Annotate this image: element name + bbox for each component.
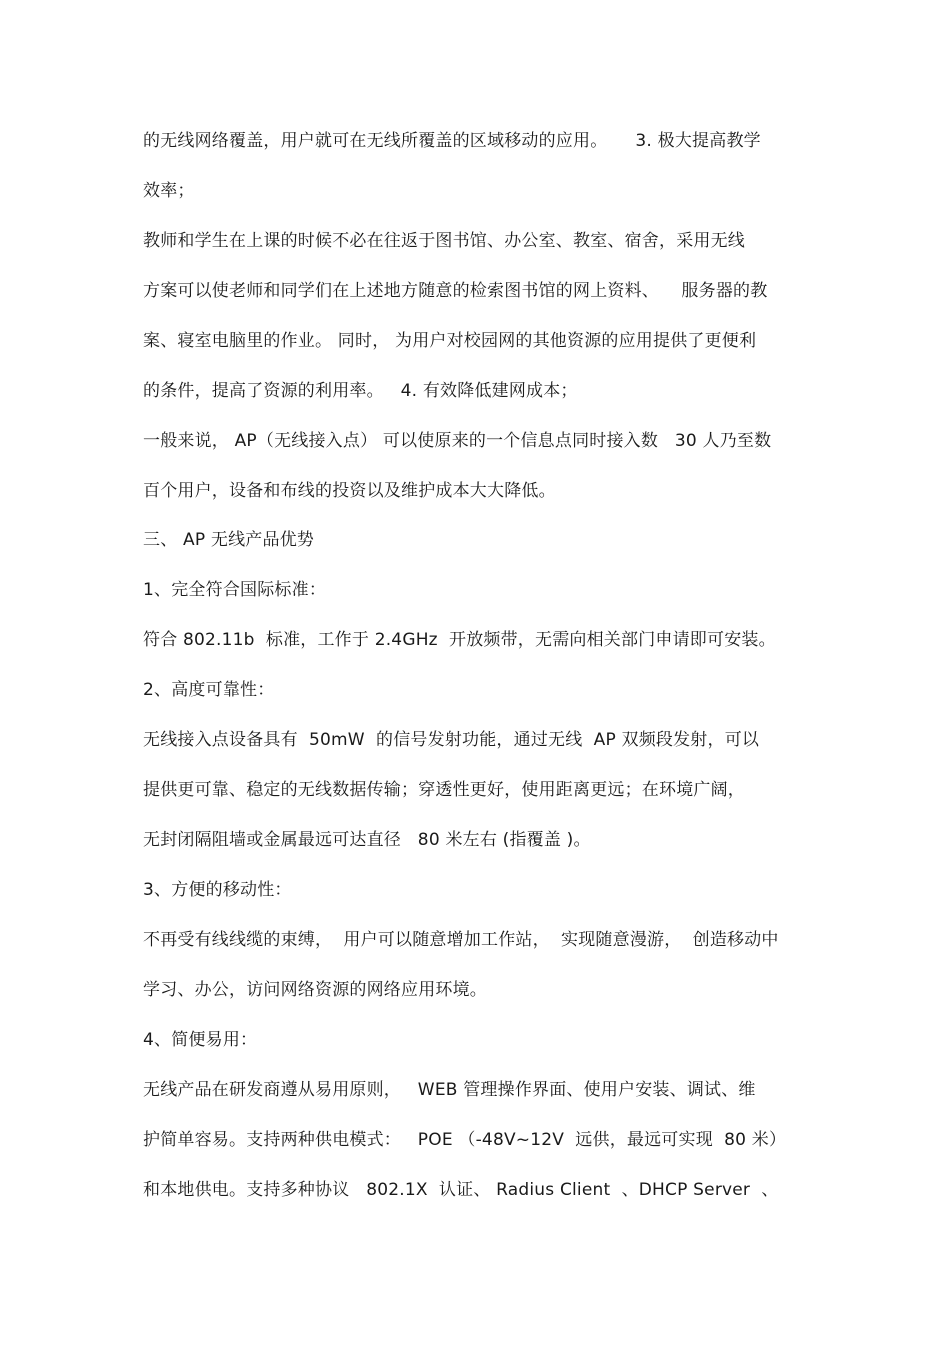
text-line: 提供更可靠、稳定的无线数据传输；穿透性更好，使用距离更远；在环境广阔，: [143, 780, 745, 800]
text-line: 效率；: [143, 181, 195, 201]
text-line: 学习、办公，访问网络资源的网络应用环境。: [143, 980, 487, 1000]
text-line: 的无线网络覆盖，用户就可在无线所覆盖的区域移动的应用。 3. 极大提高教学: [143, 131, 761, 151]
text-line: 无封闭隔阻墙或金属最远可达直径 80 米左右 (指覆盖 )。: [143, 830, 591, 850]
text-line: 不再受有线线缆的束缚， 用户可以随意增加工作站， 实现随意漫游， 创造移动中: [143, 930, 779, 950]
text-line: 一般来说， AP（无线接入点） 可以使原来的一个信息点同时接入数 30 人乃至数: [143, 431, 772, 451]
section-heading: 三、 AP 无线产品优势: [143, 530, 315, 550]
text-line: 案、寝室电脑里的作业。 同时， 为用户对校园网的其他资源的应用提供了更便利: [143, 331, 757, 351]
text-line: 符合 802.11b 标准，工作于 2.4GHz 开放频带，无需向相关部门申请即可安装。: [143, 630, 776, 650]
subsection-heading: 4、简便易用：: [143, 1030, 258, 1050]
subsection-heading: 2、高度可靠性：: [143, 680, 275, 700]
text-line: 无线产品在研发商遵从易用原则， WEB 管理操作界面、使用户安装、调试、维: [143, 1080, 756, 1100]
text-line: 方案可以使老师和同学们在上述地方随意的检索图书馆的网上资料、 服务器的教: [143, 281, 768, 301]
text-line: 和本地供电。支持多种协议 802.1X 认证、 Radius Client 、DHCP Server 、: [143, 1180, 779, 1200]
text-line: 的条件，提高了资源的利用率。 4. 有效降低建网成本；: [143, 381, 578, 401]
text-line: 教师和学生在上课的时候不必在往返于图书馆、办公室、教室、宿舍，采用无线: [143, 231, 745, 251]
text-line: 百个用户，设备和布线的投资以及维护成本大大降低。: [143, 481, 556, 501]
subsection-heading: 3、方便的移动性：: [143, 880, 292, 900]
subsection-heading: 1、完全符合国际标准：: [143, 580, 327, 600]
text-line: 无线接入点设备具有 50mW 的信号发射功能，通过无线 AP 双频段发射，可以: [143, 730, 760, 750]
text-line: 护简单容易。支持两种供电模式： POE （-48V~12V 远供，最远可实现 80 米）: [143, 1130, 787, 1150]
